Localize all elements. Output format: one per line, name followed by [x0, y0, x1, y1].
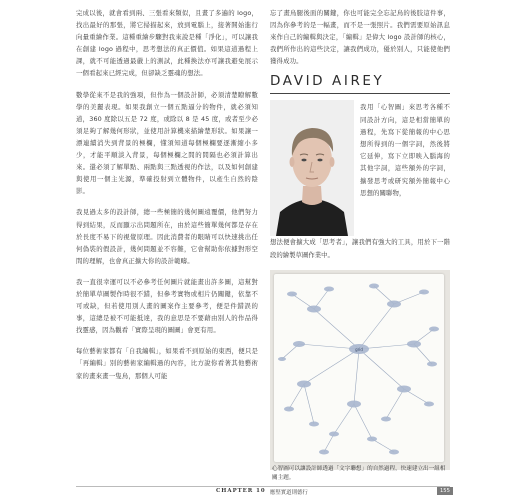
page-footer	[0, 486, 520, 500]
author-portrait	[270, 100, 354, 236]
page-number: 155	[437, 487, 453, 495]
mind-map-photo	[270, 270, 450, 470]
right-column	[270, 7, 450, 269]
figure-caption: 心智圖可以讓設計師透過「文字聯想」的自然過程，快速建立出一組相關主題。	[272, 466, 446, 482]
sketchbook-page	[274, 274, 444, 462]
author-bio	[270, 100, 450, 236]
mind-map-center-label: grid	[355, 347, 363, 352]
paragraph: 完成以後，就會看到兩、三張看來類似，且畫了多遍的 logo，找出最好的那張，將它掃描起來，放到電腦上，接著開始進行向量重繪作業。這種重繪步驟對我來說是種「淨化」，可以讓我在創建 logo 過程中，思考想法的真正價值。如果這道過程上課，就不可能透過最嚴上的測試，此種換法亦可讓我避免展示一個看起來已經完成，但卻缺乏靈魂的想法。	[76, 9, 258, 78]
paragraph: 我一直很幸運可以不必參考任何圖片就能畫出許多圖，這幫對於簡單草圖製作時很不錯，但參考實物或相片仍關鍵，依靠不可或缺，但若使用別人畫的圖案作主要參考，便是件錯誤的事，這總是被不可能抵達，我的意思是不要藉由別人的作品得找靈感，因為觀看「實際呈現的圖圖」會更有用。	[76, 277, 258, 335]
bio-side-text: 我用「心智圖」來思考各種不同設計方向，這是相當簡單的過程，先寫下從簡報的中心思想所得到的一個字詞，然後將它延伸，寫下立即映入腦海的其他字詞，這些額外的字詞，擴發思考或研究額外簡報中心思想的關聯物，	[360, 103, 450, 197]
bio-continuation: 想法便會擴大成「思考者」，讓我們有強大的工具，用於下一階段的繪製草圖作業中。	[270, 238, 450, 259]
paragraph: 每位藝術家都有「自我編輯」，如果看不到原始的東西，便只是「再編輯」別的藝術家編輯過的內容，比方說你看著其他藝術家的畫來畫一隻鳥，那個人可能	[76, 347, 258, 380]
footer-title: 應堅實道則德行	[270, 490, 308, 496]
mind-map-illustration	[274, 274, 444, 462]
author-name: DAVID AIREY	[270, 73, 385, 90]
intro-paragraph: 忘了畫鳥腿後面的關鍵，你也可能完全忘記鳥的後肢這件事，因為你參考的是一幅畫，而不是一張照片。我們需要原始訊息來作自己的編輯與決定，「編輯」是偉大 logo 設計師的核心，我們所作出的這些決定，讓我們成功，優於別人，只能使他們獲得成功。	[270, 9, 450, 66]
portrait-illustration	[270, 100, 354, 236]
left-column	[76, 7, 258, 391]
paragraph: 我見過太多的設計師，總一些極簡的幾何圖遠覆價，他們努力得到結果，反而顯示出問題所在，由於這些簡單幾何都是存在於長度不易下的視覺原理。因此消費者的眼睛可以快速挑出任何偽裝的假設計，幾何問題並不容難，它會幫助你依據對形空間的理解，也會真正擴大你的設計範疇。	[76, 208, 258, 265]
divider	[270, 93, 450, 94]
chapter-label: CHAPTER 10	[216, 488, 266, 494]
footer-rule	[76, 486, 450, 487]
paragraph: 數學從來不是我的強項，但作為一個設計師，必須清楚瞭解數學的美麗表現。如果我創立一個五點逼分的物件，就必須知道，360 度除以五是 72 度，或除以 8 是 45 度，或者至少必須足夠了解幾何形狀，並使用計算機來描繪楚形狀。如果讓一漂連續消失到背景的極欄，懂須知道每個極欄要逐漸縮小多少，才能平順淡入背景，每個極欄之間的間隔也必須計算出來。還必須了解單點、兩點與三點透視的作法，以及如何創建與使用一個主光源，準確投射到立體物件，以產生自然的陰影。	[76, 90, 258, 196]
